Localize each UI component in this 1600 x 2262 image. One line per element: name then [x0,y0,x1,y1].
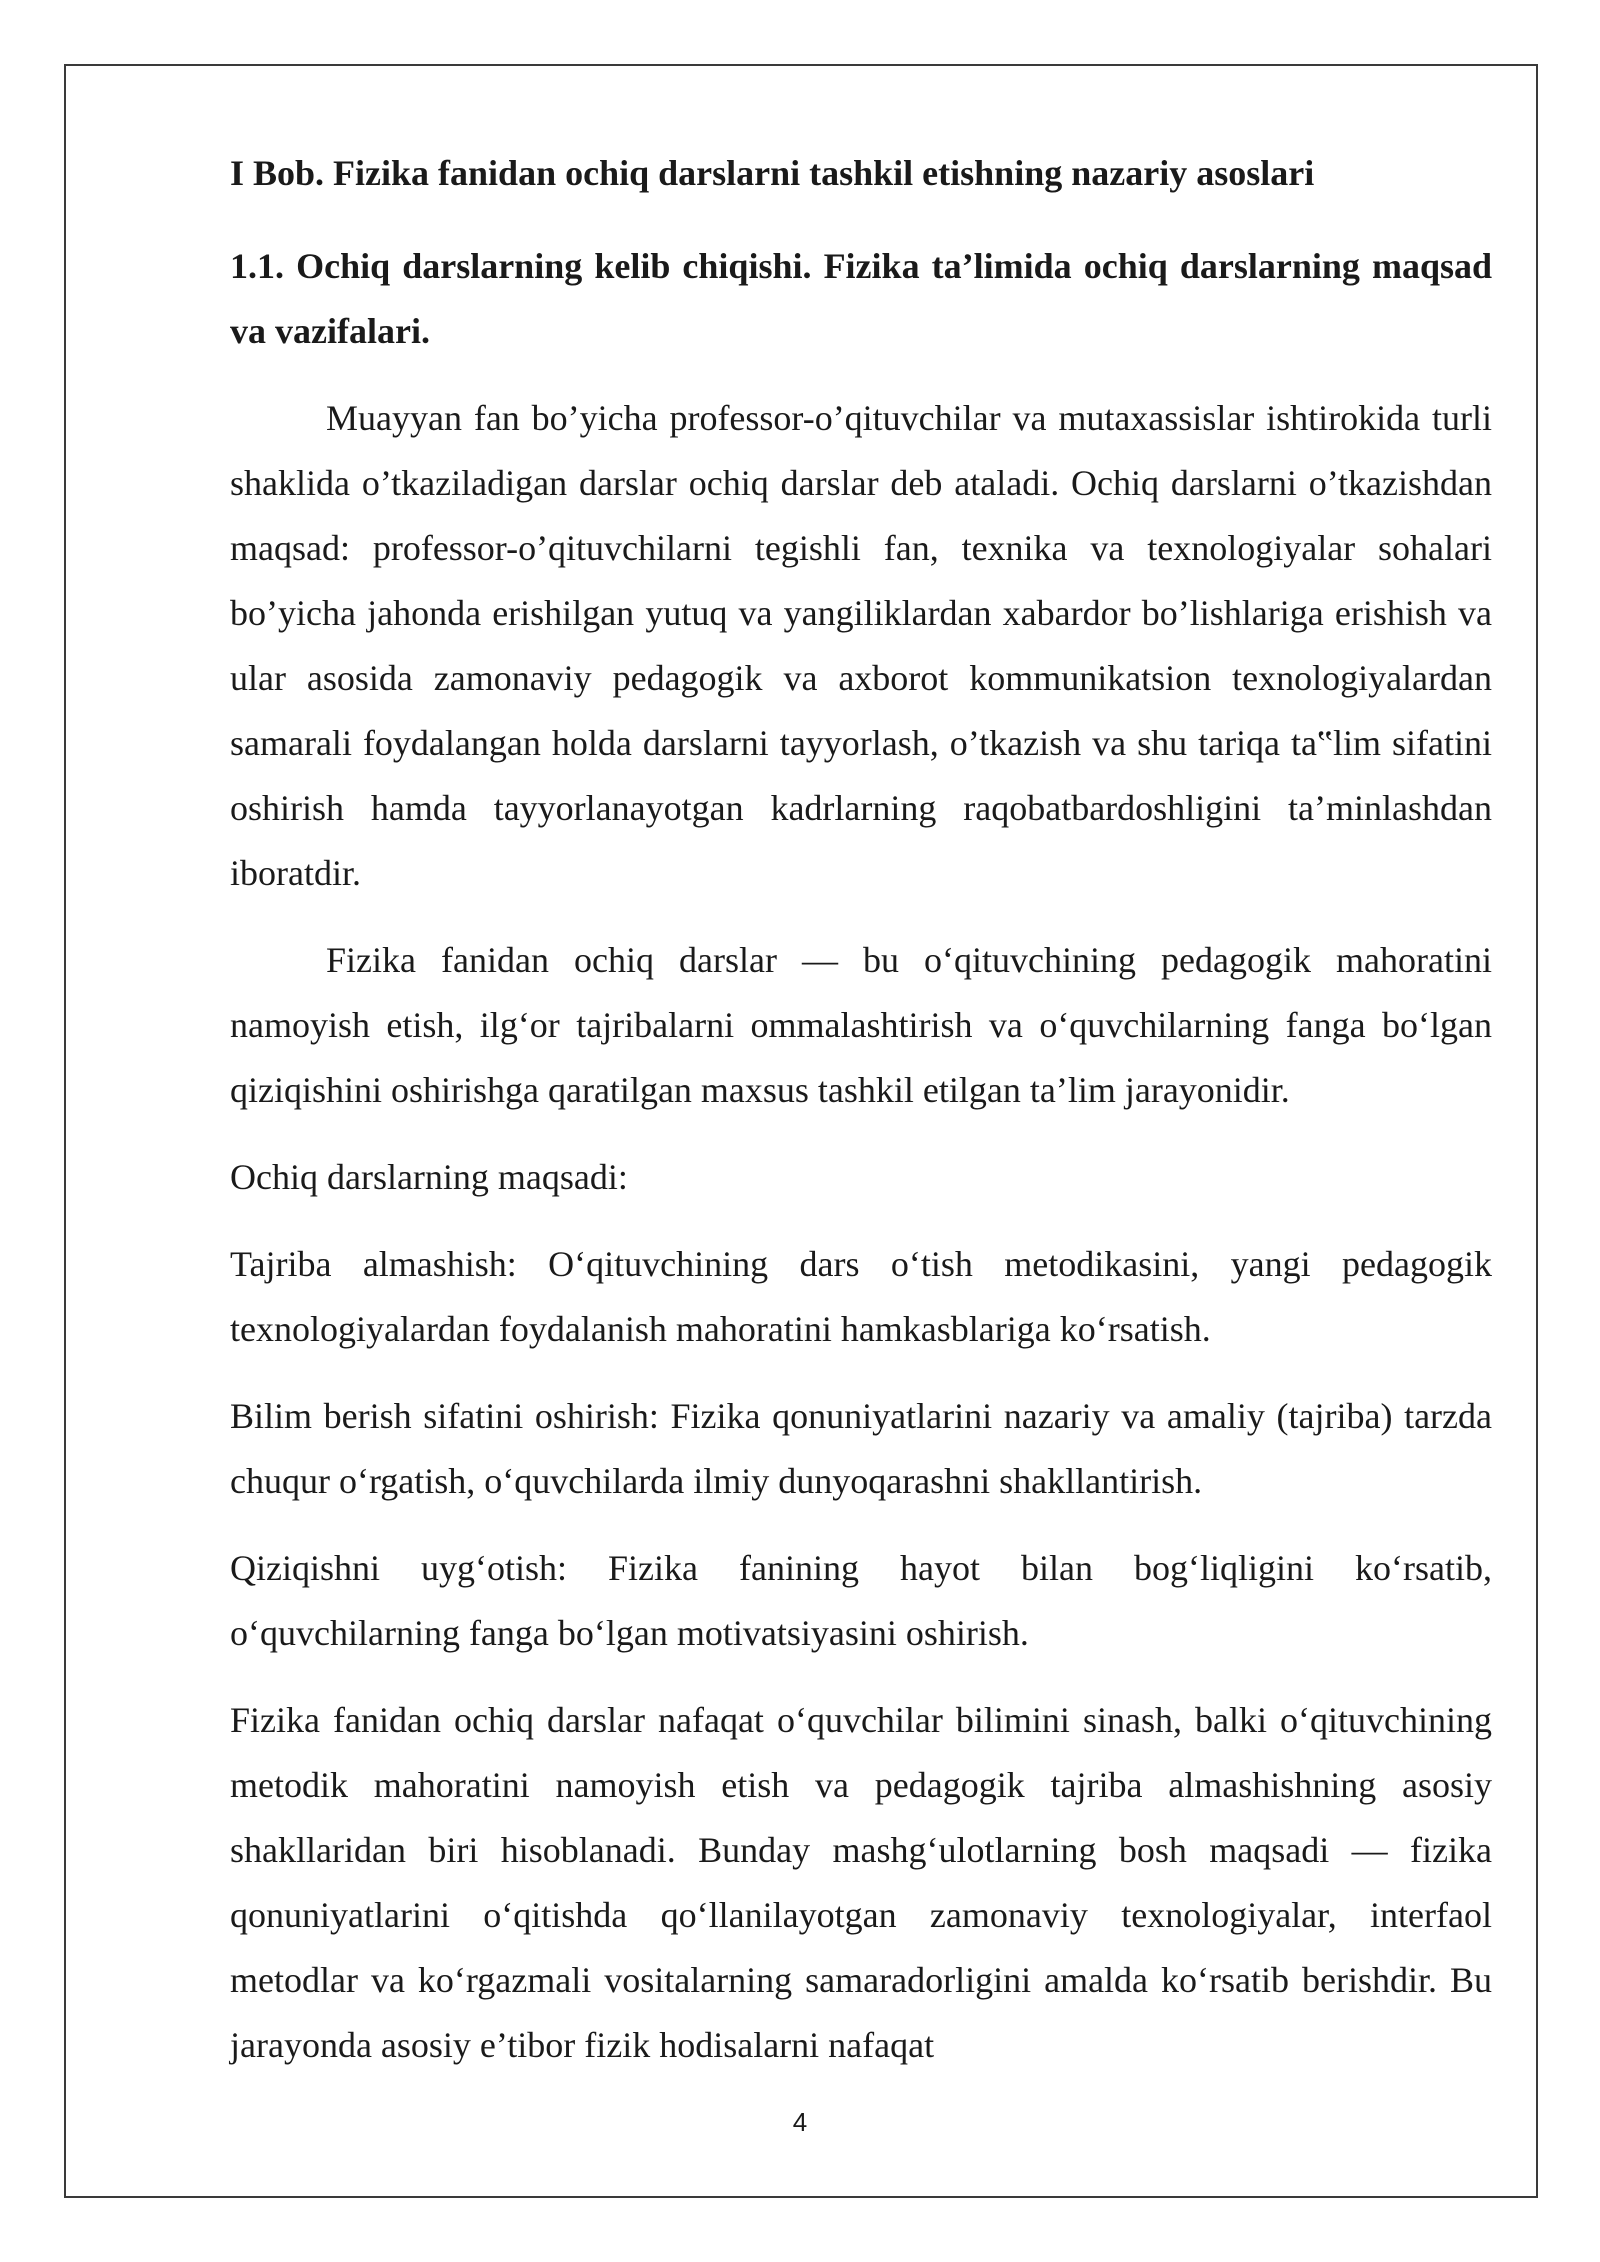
document-body [230,148,1492,2100]
paragraph-definition: Muayyan fan bo’yicha professor-o’qituvchilar va mutaxassislar ishtirokida turli shaklida o’tkaziladigan darslar ochiq darslar deb ataladi. Ochiq darslarni o’tkazishdan maqsad: professor-o’qituvchilarni tegishli fan, texnika va texnologiyalar sohalari bo’yicha jahonda erishilgan yutuq va yangiliklardan xabardor bo’lishlariga erishish va ular asosida zamonaviy pedagogik va axborot kommunikatsion texnologiyalardan samarali foydalangan holda darslarni tayyorlash, o’tkazish va shu tariqa ta‟lim sifatini oshirish hamda tayyorlanayotgan kadrlarning raqobatbardoshligini ta’minlashdan iboratdir. [230,398,1492,893]
paragraph-conclusion: Fizika fanidan ochiq darslar nafaqat oʻquvchilar bilimini sinash, balki oʻqituvchining metodik mahoratini namoyish etish va pedagogik tajriba almashishning asosiy shakllaridan biri hisoblanadi. Bunday mashgʻulotlarning bosh maqsadi — fizika qonuniyatlarini oʻqitishda qoʻllanilayotgan zamonaviy texnologiyalar, interfaol metodlar va koʻrgazmali vositalarning samaradorligini amalda koʻrsatib berishdir. Bu jarayonda asosiy e’tibor fizik hodisalarni nafaqat [230,1700,1492,2065]
paragraph-open-lessons-intro: Fizika fanidan ochiq darslar — bu oʻqituvchining pedagogik mahoratini namoyish etish, ilgʻor tajribalarni ommalashtirish va oʻquvchilarning fanga boʻlgan qiziqishini oshirishga qaratilgan maxsus tashkil etilgan ta’lim jarayonidir. [230,940,1492,1110]
paragraph-goal-interest: Qiziqishni uygʻotish: Fizika fanining hayot bilan bogʻliqligini koʻrsatib, oʻquvchilarning fanga boʻlgan motivatsiyasini oshirish. [230,1548,1492,1653]
paragraph-goal-quality: Bilim berish sifatini oshirish: Fizika qonuniyatlarini nazariy va amaliy (tajriba) tarzda chuqur oʻrgatish, oʻquvchilarda ilmiy dunyoqarashni shakllantirish. [230,1396,1492,1501]
paragraph-goal-experience: Tajriba almashish: Oʻqituvchining dars oʻtish metodikasini, yangi pedagogik texnologiyalardan foydalanish mahoratini hamkasblariga koʻrsatish. [230,1244,1492,1349]
chapter-title: I Bob. Fizika fanidan ochiq darslarni tashkil etishning nazariy asoslari [230,153,1315,193]
page-number: 4 [792,2107,808,2137]
paragraph-goals-heading: Ochiq darslarning maqsadi: [230,1157,628,1197]
section-title: 1.1. Ochiq darslarning kelib chiqishi. Fizika ta’limida ochiq darslarning maqsad va vazifalari. [230,246,1492,351]
